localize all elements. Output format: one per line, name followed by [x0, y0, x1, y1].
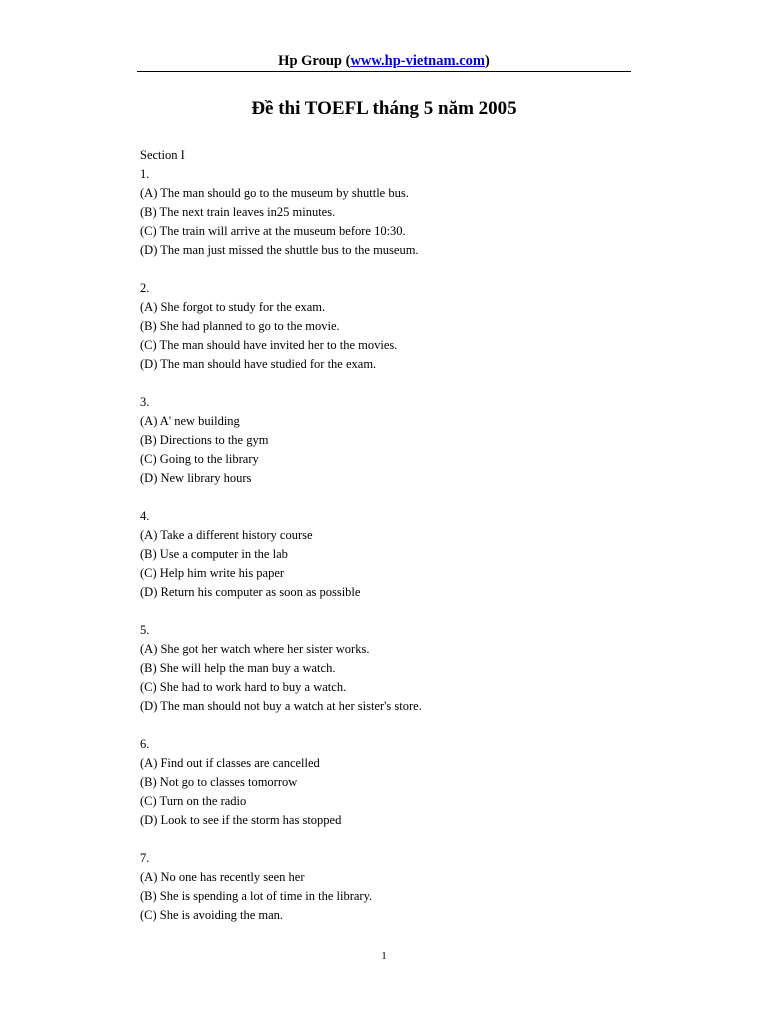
- answer-option: (B) Directions to the gym: [140, 433, 269, 447]
- question-list: [140, 165, 640, 925]
- answer-option: (A) Find out if classes are cancelled: [140, 756, 320, 770]
- question-number: 5.: [140, 623, 150, 637]
- answer-option: (B) She is spending a lot of time in the library.: [140, 889, 373, 903]
- page-number: 1: [381, 950, 387, 962]
- answer-option: (A) A' new building: [140, 414, 240, 428]
- answer-option: (A) No one has recently seen her: [140, 870, 305, 884]
- section-label: Section I: [140, 148, 185, 162]
- answer-option: (C) Going to the library: [140, 452, 259, 466]
- answer-option: (D) The man should not buy a watch at her sister's store.: [140, 699, 422, 713]
- answer-option: (B) Not go to classes tomorrow: [140, 775, 298, 789]
- answer-option: (A) She forgot to study for the exam.: [140, 300, 326, 314]
- question-block: [140, 621, 640, 716]
- answer-option: (B) She had planned to go to the movie.: [140, 319, 340, 333]
- page-header: [137, 52, 631, 70]
- question-number: 3.: [140, 395, 150, 409]
- answer-option: (D) The man just missed the shuttle bus to the museum.: [140, 243, 419, 257]
- answer-option: (A) She got her watch where her sister works.: [140, 642, 370, 656]
- header-prefix: Hp Group (: [278, 53, 351, 69]
- question-number: 6.: [140, 737, 150, 751]
- answer-option: (D) Look to see if the storm has stopped: [140, 813, 342, 827]
- question-block: [140, 279, 640, 374]
- answer-option: (B) The next train leaves in25 minutes.: [140, 205, 336, 219]
- document-body: [140, 146, 640, 925]
- document-title: Đề thi TOEFL tháng 5 năm 2005: [251, 98, 517, 119]
- answer-option: (C) She had to work hard to buy a watch.: [140, 680, 347, 694]
- question-block: [140, 735, 640, 830]
- website-link[interactable]: www.hp-vietnam.com: [350, 53, 485, 69]
- question-number: 4.: [140, 509, 150, 523]
- answer-option: (D) The man should have studied for the exam.: [140, 357, 377, 371]
- answer-option: (A) The man should go to the museum by shuttle bus.: [140, 186, 409, 200]
- question-number: 1.: [140, 167, 150, 181]
- answer-option: (C) The man should have invited her to the movies.: [140, 338, 398, 352]
- answer-option: (D) Return his computer as soon as possible: [140, 585, 361, 599]
- answer-option: (B) Use a computer in the lab: [140, 547, 288, 561]
- question-block: [140, 507, 640, 602]
- question-block: [140, 165, 640, 260]
- answer-option: (C) The train will arrive at the museum before 10:30.: [140, 224, 406, 238]
- answer-option: (D) New library hours: [140, 471, 252, 485]
- header-divider: [137, 71, 631, 72]
- answer-option: (C) Help him write his paper: [140, 566, 285, 580]
- question-block: [140, 849, 640, 925]
- answer-option: (A) Take a different history course: [140, 528, 313, 542]
- answer-option: (C) Turn on the radio: [140, 794, 247, 808]
- header-suffix: ): [484, 53, 490, 69]
- question-block: [140, 393, 640, 488]
- answer-option: (C) She is avoiding the man.: [140, 908, 284, 922]
- question-number: 2.: [140, 281, 150, 295]
- question-number: 7.: [140, 851, 150, 865]
- answer-option: (B) She will help the man buy a watch.: [140, 661, 336, 675]
